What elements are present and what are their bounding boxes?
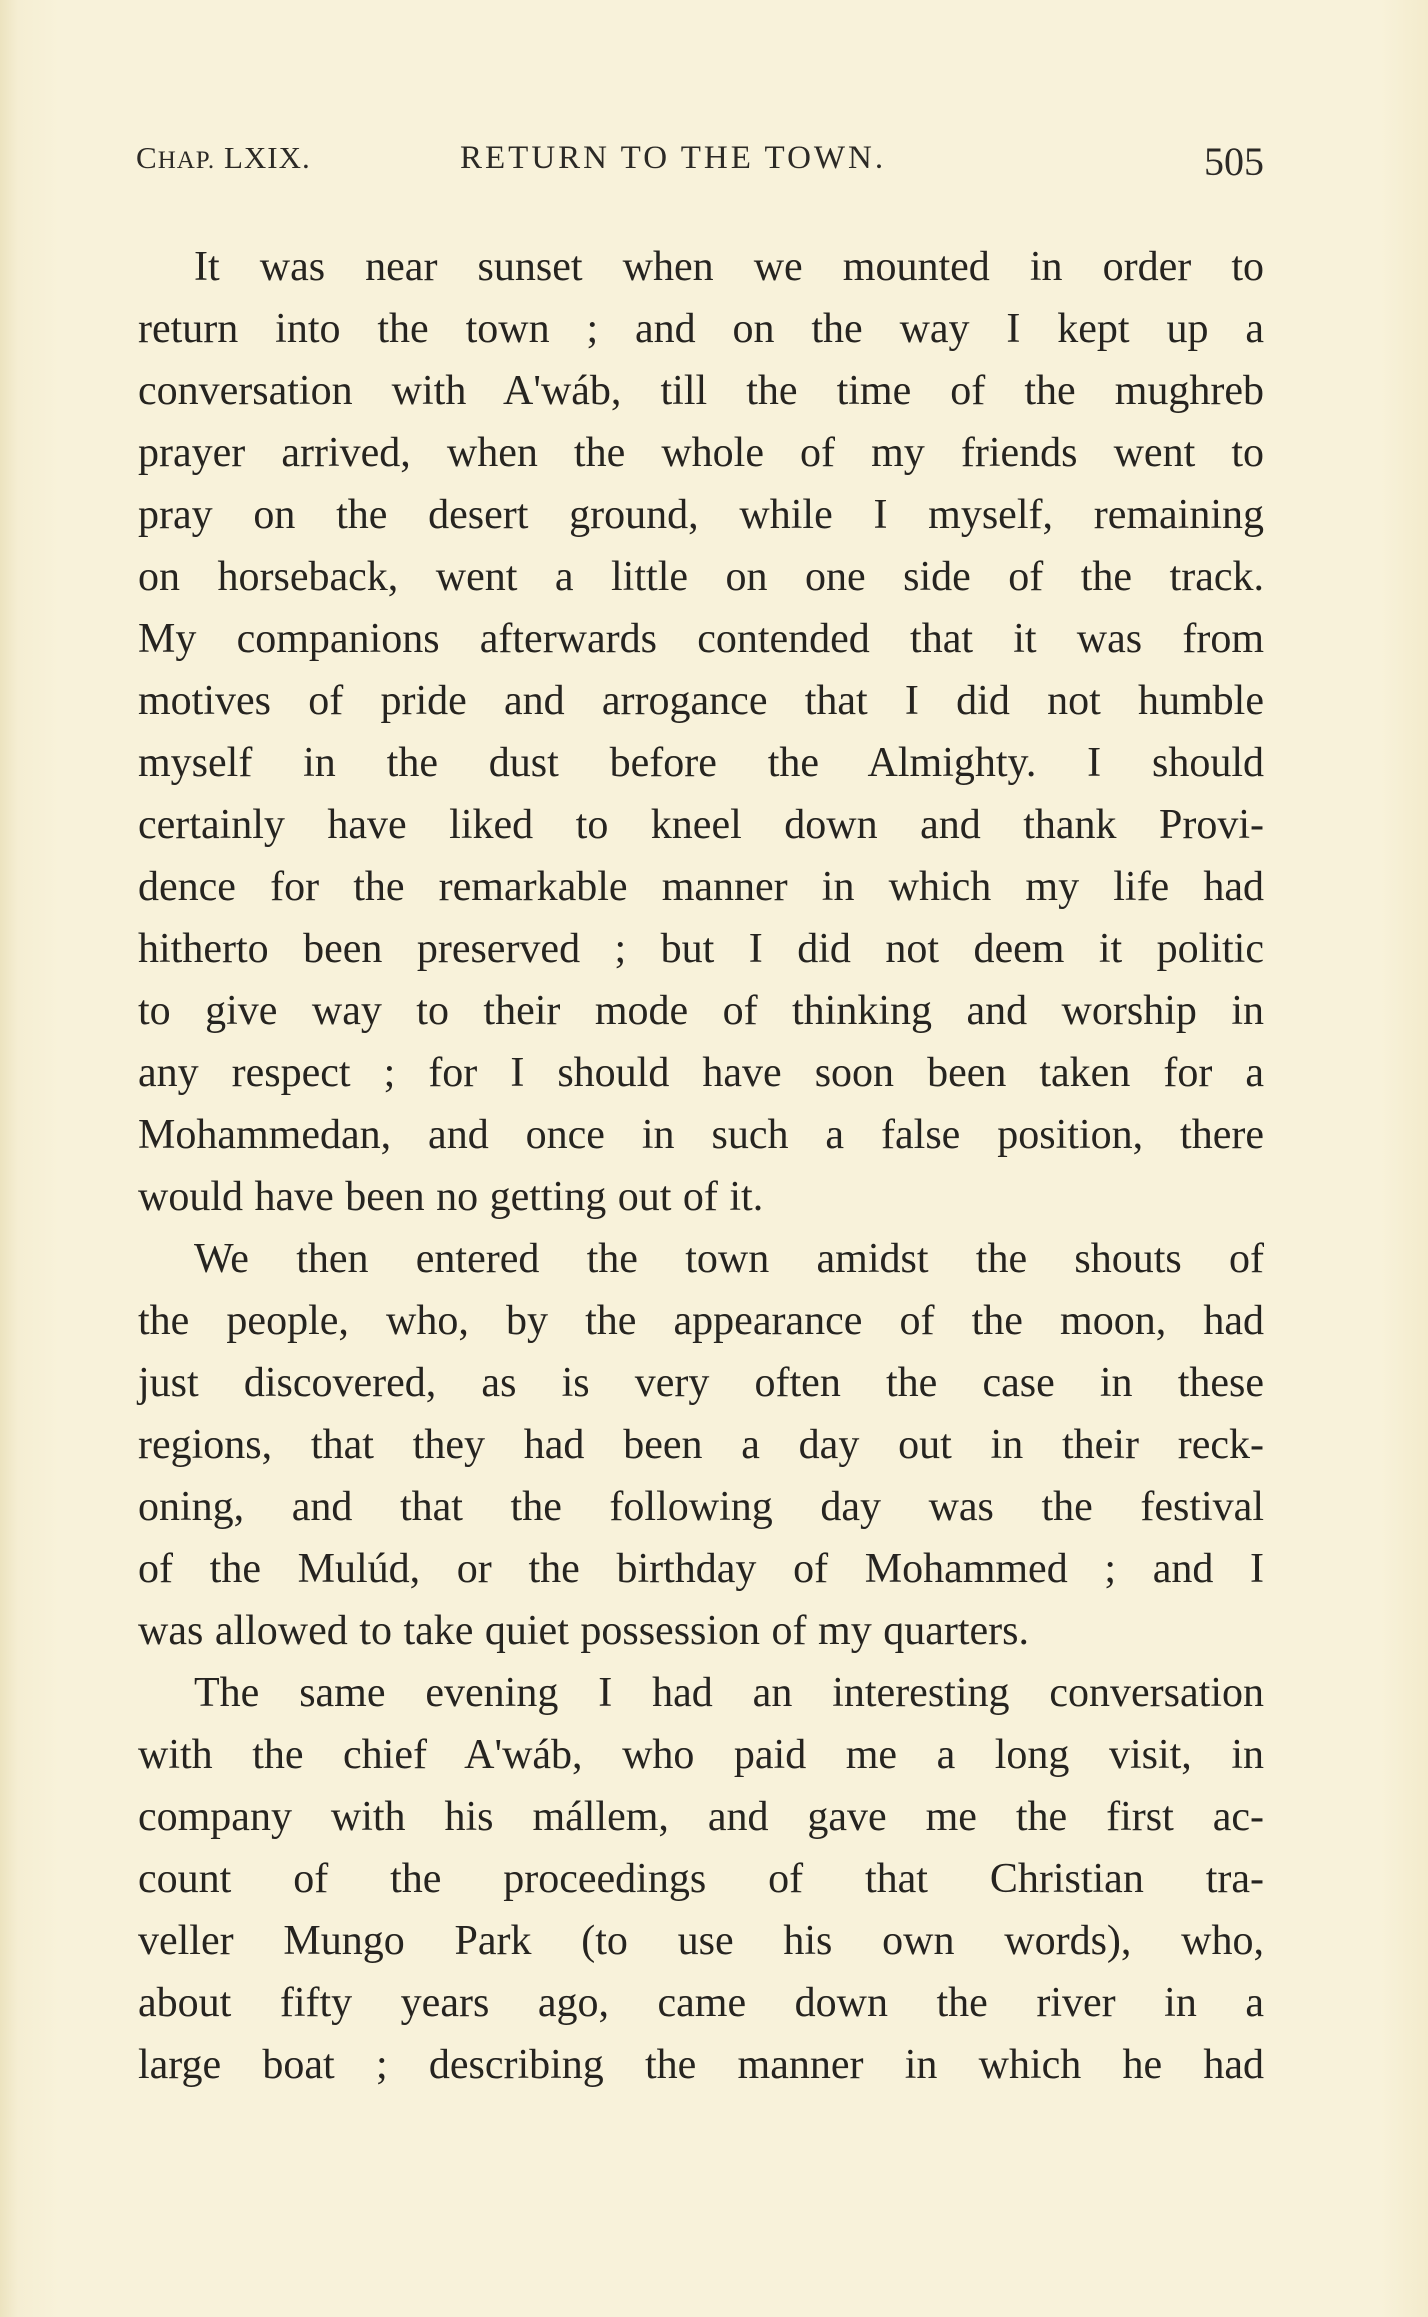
text-line: certainly have liked to kneel down and thank Provi- <box>138 802 1264 848</box>
text-line: about fifty years ago, came down the river in a <box>138 1980 1264 2026</box>
text-line: large boat ; describing the manner in which he had <box>138 2042 1264 2088</box>
text-line: company with his mállem, and gave me the first ac- <box>138 1794 1264 1840</box>
text-line: hitherto been preserved ; but I did not deem it politic <box>138 926 1264 972</box>
text-line: prayer arrived, when the whole of my friends went to <box>138 430 1264 476</box>
text-line: veller Mungo Park (to use his own words), who, <box>138 1918 1264 1964</box>
text-line: return into the town ; and on the way I kept up a <box>138 306 1264 352</box>
text-line: was allowed to take quiet possession of my quarters. <box>138 1608 1029 1654</box>
chapter-prefix: C <box>136 140 158 175</box>
page-number: 505 <box>1204 139 1264 184</box>
text-line: My companions afterwards contended that it was from <box>138 616 1264 662</box>
running-head <box>136 140 1264 190</box>
chapter-number: LXIX. <box>223 140 311 175</box>
text-line: dence for the remarkable manner in which my life had <box>138 864 1264 910</box>
text-line: regions, that they had been a day out in their reck- <box>138 1422 1264 1468</box>
text-line: any respect ; for I should have soon been taken for a <box>138 1050 1264 1096</box>
text-line: on horseback, went a little on one side of the track. <box>138 554 1264 600</box>
text-line: just discovered, as is very often the case in these <box>138 1360 1264 1406</box>
running-title: RETURN TO THE TOWN. <box>460 140 887 176</box>
text-line: the people, who, by the appearance of the moon, had <box>138 1298 1264 1344</box>
text-line: Mohammedan, and once in such a false position, there <box>138 1112 1264 1158</box>
text-line: It was near sunset when we mounted in order to <box>194 244 1264 290</box>
text-line: The same evening I had an interesting conversation <box>194 1670 1264 1716</box>
chapter-prefix-small: HAP. <box>157 147 216 174</box>
text-line: motives of pride and arrogance that I did not humble <box>138 678 1264 724</box>
body-text <box>138 236 1264 2096</box>
text-line: oning, and that the following day was the festival <box>138 1484 1264 1530</box>
text-line: pray on the desert ground, while I myself, remaining <box>138 492 1264 538</box>
text-line: count of the proceedings of that Christian tra- <box>138 1856 1264 1902</box>
text-line: with the chief A'wáb, who paid me a long visit, in <box>138 1732 1264 1778</box>
text-line: We then entered the town amidst the shouts of <box>194 1236 1264 1282</box>
text-line: myself in the dust before the Almighty. I should <box>138 740 1264 786</box>
text-line: conversation with A'wáb, till the time of the mughreb <box>138 368 1264 414</box>
text-line: to give way to their mode of thinking and worship in <box>138 988 1264 1034</box>
chapter-label <box>136 140 311 176</box>
text-line: would have been no getting out of it. <box>138 1174 764 1220</box>
text-line: of the Mulúd, or the birthday of Mohammed ; and I <box>138 1546 1264 1592</box>
